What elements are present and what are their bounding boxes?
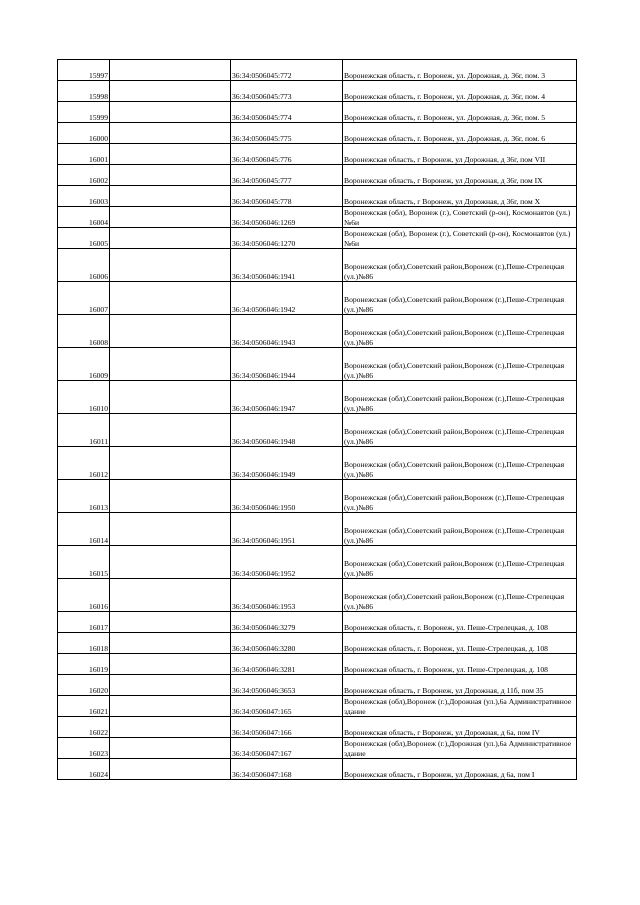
empty-cell xyxy=(110,696,231,717)
address-cell: Воронежская (обл), Воронеж (г.), Советский (р-он), Космонавтов (ул.) №6и xyxy=(343,207,577,228)
address-cell: Воронежская (обл),Советский район,Воронеж (г.),Пеше-Стрелецкая (ул.)№86 xyxy=(343,282,577,315)
table-row xyxy=(58,696,577,717)
row-number-cell: 16023 xyxy=(58,738,110,759)
row-number-cell: 16002 xyxy=(58,165,110,186)
empty-cell xyxy=(110,414,231,447)
table-row xyxy=(58,612,577,633)
cadastral-number-cell: 36:34:0506046:1944 xyxy=(231,348,343,381)
row-number-cell: 16008 xyxy=(58,315,110,348)
table-row xyxy=(58,633,577,654)
cadastral-number-cell: 36:34:0506047:168 xyxy=(231,759,343,780)
registry-table-body xyxy=(58,60,577,780)
address-cell: Воронежская (обл),Советский район,Воронеж (г.),Пеше-Стрелецкая (ул.)№86 xyxy=(343,513,577,546)
address-cell: Воронежская область, г Воронеж, ул Дорожная, д 36г, пом IX xyxy=(343,165,577,186)
cadastral-number-cell: 36:34:0506045:778 xyxy=(231,186,343,207)
address-cell: Воронежская область, г Воронеж, ул Дорожная, д 36г, пом X xyxy=(343,186,577,207)
table-row xyxy=(58,717,577,738)
table-row xyxy=(58,228,577,249)
table-row xyxy=(58,165,577,186)
empty-cell xyxy=(110,81,231,102)
row-number-cell: 16016 xyxy=(58,579,110,612)
table-row xyxy=(58,144,577,165)
table-row xyxy=(58,513,577,546)
table-row xyxy=(58,207,577,228)
address-cell: Воронежская (обл),Советский район,Воронеж (г.),Пеше-Стрелецкая (ул.)№86 xyxy=(343,579,577,612)
empty-cell xyxy=(110,654,231,675)
row-number-cell: 16013 xyxy=(58,480,110,513)
cadastral-number-cell: 36:34:0506045:777 xyxy=(231,165,343,186)
cadastral-number-cell: 36:34:0506045:775 xyxy=(231,123,343,144)
cadastral-number-cell: 36:34:0506047:165 xyxy=(231,696,343,717)
table-row xyxy=(58,546,577,579)
address-cell: Воронежская (обл),Советский район,Воронеж (г.),Пеше-Стрелецкая (ул.)№86 xyxy=(343,249,577,282)
table-row xyxy=(58,102,577,123)
row-number-cell: 16000 xyxy=(58,123,110,144)
empty-cell xyxy=(110,228,231,249)
address-cell: Воронежская область, г. Воронеж, ул. Дорожная, д. 36г, пом. 4 xyxy=(343,81,577,102)
row-number-cell: 16021 xyxy=(58,696,110,717)
table-row xyxy=(58,81,577,102)
empty-cell xyxy=(110,60,231,81)
cadastral-number-cell: 36:34:0506045:773 xyxy=(231,81,343,102)
cadastral-number-cell: 36:34:0506045:776 xyxy=(231,144,343,165)
cadastral-number-cell: 36:34:0506046:1949 xyxy=(231,447,343,480)
cadastral-number-cell: 36:34:0506046:1951 xyxy=(231,513,343,546)
cadastral-number-cell: 36:34:0506046:1941 xyxy=(231,249,343,282)
row-number-cell: 15999 xyxy=(58,102,110,123)
cadastral-number-cell: 36:34:0506046:1947 xyxy=(231,381,343,414)
row-number-cell: 16018 xyxy=(58,633,110,654)
address-cell: Воронежская (обл),Советский район,Воронеж (г.),Пеше-Стрелецкая (ул.)№86 xyxy=(343,348,577,381)
row-number-cell: 16005 xyxy=(58,228,110,249)
row-number-cell: 16019 xyxy=(58,654,110,675)
cadastral-number-cell: 36:34:0506046:1942 xyxy=(231,282,343,315)
address-cell: Воронежская (обл),Советский район,Воронеж (г.),Пеше-Стрелецкая (ул.)№86 xyxy=(343,546,577,579)
table-row xyxy=(58,186,577,207)
row-number-cell: 16024 xyxy=(58,759,110,780)
empty-cell xyxy=(110,579,231,612)
empty-cell xyxy=(110,165,231,186)
table-row xyxy=(58,738,577,759)
cadastral-number-cell: 36:34:0506047:167 xyxy=(231,738,343,759)
table-row xyxy=(58,249,577,282)
empty-cell xyxy=(110,447,231,480)
row-number-cell: 16003 xyxy=(58,186,110,207)
row-number-cell: 16007 xyxy=(58,282,110,315)
row-number-cell: 16020 xyxy=(58,675,110,696)
table-row xyxy=(58,759,577,780)
empty-cell xyxy=(110,282,231,315)
cadastral-number-cell: 36:34:0506046:1269 xyxy=(231,207,343,228)
address-cell: Воронежская область, г. Воронеж, ул. Дорожная, д. 36г, пом. 5 xyxy=(343,102,577,123)
empty-cell xyxy=(110,123,231,144)
empty-cell xyxy=(110,546,231,579)
row-number-cell: 16004 xyxy=(58,207,110,228)
address-cell: Воронежская область, г Воронеж, ул Дорожная, д 6а, пом I xyxy=(343,759,577,780)
empty-cell xyxy=(110,315,231,348)
row-number-cell: 16015 xyxy=(58,546,110,579)
cadastral-number-cell: 36:34:0506046:1948 xyxy=(231,414,343,447)
row-number-cell: 16014 xyxy=(58,513,110,546)
empty-cell xyxy=(110,633,231,654)
table-row xyxy=(58,414,577,447)
address-cell: Воронежская область, г. Воронеж, ул. Пеше-Стрелецкая, д. 108 xyxy=(343,612,577,633)
address-cell: Воронежская (обл),Советский район,Воронеж (г.),Пеше-Стрелецкая (ул.)№86 xyxy=(343,381,577,414)
registry-table xyxy=(57,59,577,780)
address-cell: Воронежская область, г Воронеж, ул Дорожная, д 6а, пом IV xyxy=(343,717,577,738)
cadastral-number-cell: 36:34:0506046:3279 xyxy=(231,612,343,633)
row-number-cell: 15997 xyxy=(58,60,110,81)
address-cell: Воронежская (обл),Советский район,Воронеж (г.),Пеше-Стрелецкая (ул.)№86 xyxy=(343,480,577,513)
empty-cell xyxy=(110,186,231,207)
cadastral-number-cell: 36:34:0506045:774 xyxy=(231,102,343,123)
table-row xyxy=(58,480,577,513)
cadastral-number-cell: 36:34:0506046:3653 xyxy=(231,675,343,696)
empty-cell xyxy=(110,675,231,696)
row-number-cell: 16017 xyxy=(58,612,110,633)
cadastral-number-cell: 36:34:0506046:3280 xyxy=(231,633,343,654)
cadastral-number-cell: 36:34:0506046:3281 xyxy=(231,654,343,675)
address-cell: Воронежская область, г Воронеж, ул Дорожная, д 36г, пом VII xyxy=(343,144,577,165)
address-cell: Воронежская (обл),Советский район,Воронеж (г.),Пеше-Стрелецкая (ул.)№86 xyxy=(343,414,577,447)
cadastral-number-cell: 36:34:0506046:1943 xyxy=(231,315,343,348)
table-row xyxy=(58,447,577,480)
empty-cell xyxy=(110,738,231,759)
address-cell: Воронежская (обл),Советский район,Воронеж (г.),Пеше-Стрелецкая (ул.)№86 xyxy=(343,447,577,480)
address-cell: Воронежская (обл),Советский район,Воронеж (г.),Пеше-Стрелецкая (ул.)№86 xyxy=(343,315,577,348)
empty-cell xyxy=(110,759,231,780)
address-cell: Воронежская область, г Воронеж, ул Дорожная, д 11б, пом 35 xyxy=(343,675,577,696)
empty-cell xyxy=(110,480,231,513)
empty-cell xyxy=(110,513,231,546)
empty-cell xyxy=(110,612,231,633)
row-number-cell: 16001 xyxy=(58,144,110,165)
row-number-cell: 16009 xyxy=(58,348,110,381)
address-cell: Воронежская область, г. Воронеж, ул. Дорожная, д. 36г, пом. 6 xyxy=(343,123,577,144)
table-row xyxy=(58,654,577,675)
cadastral-number-cell: 36:34:0506046:1953 xyxy=(231,579,343,612)
table-row xyxy=(58,315,577,348)
empty-cell xyxy=(110,348,231,381)
table-row xyxy=(58,282,577,315)
cadastral-number-cell: 36:34:0506046:1270 xyxy=(231,228,343,249)
address-cell: Воронежская область, г. Воронеж, ул. Пеше-Стрелецкая, д. 108 xyxy=(343,633,577,654)
address-cell: Воронежская (обл),Воронеж (г.),Дорожная (ул.),6а Административное здание xyxy=(343,738,577,759)
row-number-cell: 16012 xyxy=(58,447,110,480)
row-number-cell: 16022 xyxy=(58,717,110,738)
row-number-cell: 16006 xyxy=(58,249,110,282)
address-cell: Воронежская (обл), Воронеж (г.), Советский (р-он), Космонавтов (ул.) №6и xyxy=(343,228,577,249)
table-row xyxy=(58,675,577,696)
cadastral-number-cell: 36:34:0506045:772 xyxy=(231,60,343,81)
cadastral-number-cell: 36:34:0506047:166 xyxy=(231,717,343,738)
cadastral-number-cell: 36:34:0506046:1952 xyxy=(231,546,343,579)
empty-cell xyxy=(110,207,231,228)
cadastral-number-cell: 36:34:0506046:1950 xyxy=(231,480,343,513)
table-row xyxy=(58,348,577,381)
empty-cell xyxy=(110,102,231,123)
row-number-cell: 16011 xyxy=(58,414,110,447)
address-cell: Воронежская область, г. Воронеж, ул. Пеше-Стрелецкая, д. 108 xyxy=(343,654,577,675)
address-cell: Воронежская область, г. Воронеж, ул. Дорожная, д. 36г, пом. 3 xyxy=(343,60,577,81)
table-row xyxy=(58,381,577,414)
table-row xyxy=(58,60,577,81)
table-row xyxy=(58,123,577,144)
row-number-cell: 16010 xyxy=(58,381,110,414)
row-number-cell: 15998 xyxy=(58,81,110,102)
empty-cell xyxy=(110,144,231,165)
empty-cell xyxy=(110,249,231,282)
address-cell: Воронежская (обл),Воронеж (г.),Дорожная (ул.),6а Административное здание xyxy=(343,696,577,717)
empty-cell xyxy=(110,717,231,738)
table-row xyxy=(58,579,577,612)
empty-cell xyxy=(110,381,231,414)
